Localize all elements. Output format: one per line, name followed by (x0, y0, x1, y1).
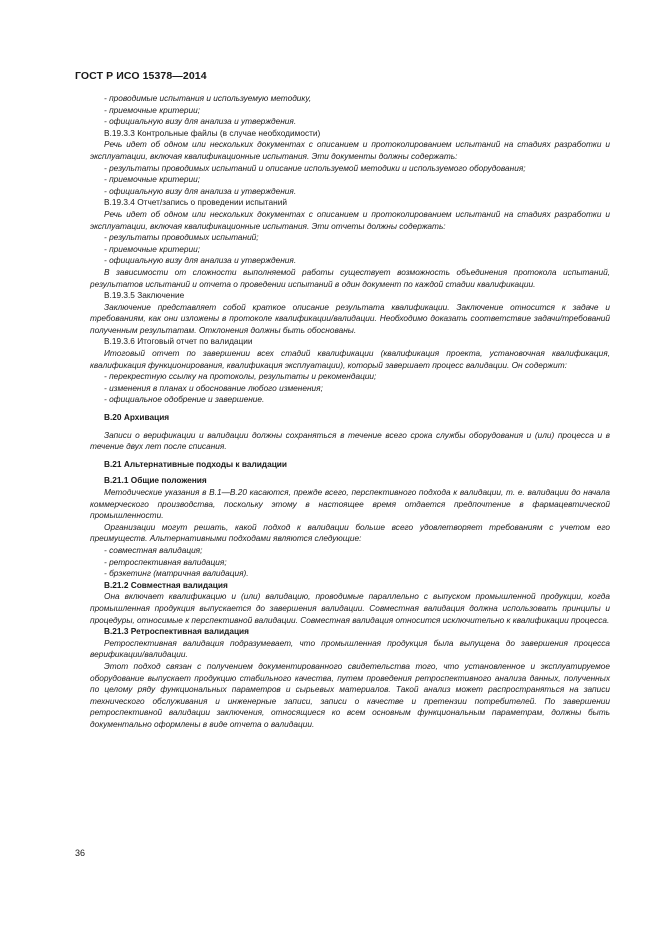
text-line: В.19.3.3 Контрольные файлы (в случае необходимости) (104, 127, 321, 138)
text-line: - результаты проводимых испытаний; (104, 232, 259, 243)
text-line: - приемочные критерии; (104, 174, 201, 185)
document-body (90, 93, 610, 730)
text-line: Этот подход связан с получением документированного свидетельства того, что установленное и эксплуатируемое оборудование выпускает продукцию стабильного качества, путем проведения ретроспективного анализа данных, полученных по целому ряду функциональных параметров и сырьевых материалов. Такой анализ может распространяться на записи технического обслуживания и инженерные записи, записи о качестве и претензии потребителей. По завершении ретроспективной валидации заключения, относящиеся ко всем основным функциональным параметрам, должны быть документально оформлены в виде отчета о валидации. (90, 660, 610, 729)
text-line: - официальную визу для анализа и утверждения. (104, 116, 297, 127)
text-line: Заключение представляет собой краткое описание результата квалификации. Заключение относится к задаче и требованиям, как они изложены в протоколе квалификации/валидации. Необходимо доказать соответствие задачи/требований полученным результатам. Отклонения должны быть обоснованы. (90, 301, 610, 335)
text-line: В.20 Архивация (104, 412, 170, 423)
text-line: - официальную визу для анализа и утверждения. (104, 255, 297, 266)
text-line: - совместная валидация; (104, 544, 203, 555)
text-line: Итоговый отчет по завершении всех стадий квалификации (квалификация проекта, установочная квалификация, квалификация функционирования, квалификация эксплуатации), который завершает процесс валидации. Он содержит: (90, 348, 610, 370)
page-number: 36 (75, 848, 86, 858)
text-line: - официальную визу для анализа и утверждения. (104, 185, 297, 196)
text-line: В.19.3.5 Заключение (104, 290, 185, 301)
text-line: В.21.1 Общие положения (104, 475, 207, 486)
text-line: - изменения в планах и обоснование любого изменения; (104, 382, 323, 393)
text-line: Организации могут решать, какой подход к валидации больше всего удовлетворяет требованиям с учетом его преимуществ. Альтернативными подходами являются следующие: (90, 521, 610, 544)
text-line: В.21.2 Совместная валидация (104, 579, 228, 590)
text-line: - приемочные критерии; (104, 243, 201, 254)
text-line: Записи о верификации и валидации должны сохраняться в течение всего срока службы оборудования и (или) процесса и в течение двух лет после списания. (90, 429, 610, 452)
text-line: - брэкетинг (матричная валидация). (104, 568, 249, 579)
text-line: Речь идет об одном или нескольких документах с описанием и протоколированием испытаний на стадиях разработки и эксплуатации, включая квалификационные испытания. Эти документы должны содержать: (90, 139, 610, 161)
text-line: В.19.3.4 Отчет/запись о проведении испытаний (104, 197, 287, 208)
text-line: В.19.3.6 Итоговый отчет по валидации (104, 336, 253, 347)
text-line: Речь идет об одном или нескольких документах с описанием и протоколированием испытаний на стадиях разработки и эксплуатации, включая квалификационные испытания. Эти отчеты должны содержать: (90, 208, 610, 231)
text-line: В.21 Альтернативные подходы к валидации (104, 458, 287, 469)
text-line: - результаты проводимых испытаний и описание используемой методики и используемого оборудования; (104, 162, 526, 173)
text-line: Она включает квалификацию и (или) валидацию, проводимые параллельно с выпуском промышленной продукции, когда промышленная продукция выпускается до завершения валидации. Совместная валидация должна использовать принципы и процедуры, относимые к перспективной валидации. Совместная валидация относится исключительно к квалификации процесса. (90, 591, 610, 625)
text-line: - перекрестную ссылку на протоколы, результаты и рекомендации; (104, 371, 377, 382)
text-line: - проводимые испытания и используемую методику, (104, 93, 312, 103)
document-header: ГОСТ Р ИСО 15378—2014 (75, 70, 207, 82)
text-line: - приемочные критерии; (104, 104, 201, 115)
text-line: - официальное одобрение и завершение. (104, 394, 265, 405)
text-line: Ретроспективная валидация подразумевает, что промышленная продукция была выпущена до завершения процесса верификации/валидации. (90, 637, 610, 660)
text-line: В зависимости от сложности выполняемой работы существует возможность объединения протокола испытаний, результатов испытаний и отчета о проведении испытаний в один документ по каждой стадии квалификации. (90, 266, 610, 289)
text-line: - ретроспективная валидация; (104, 556, 227, 567)
text-line: Методические указания в В.1—В.20 касаются, прежде всего, перспективного подхода к валидации, т. е. валидации до начала коммерческого производства, поскольку этому в настоящее время отдается предпочтение в фармацевтической промышленности. (90, 487, 610, 521)
text-line: В.21.3 Ретроспективная валидация (104, 626, 250, 637)
